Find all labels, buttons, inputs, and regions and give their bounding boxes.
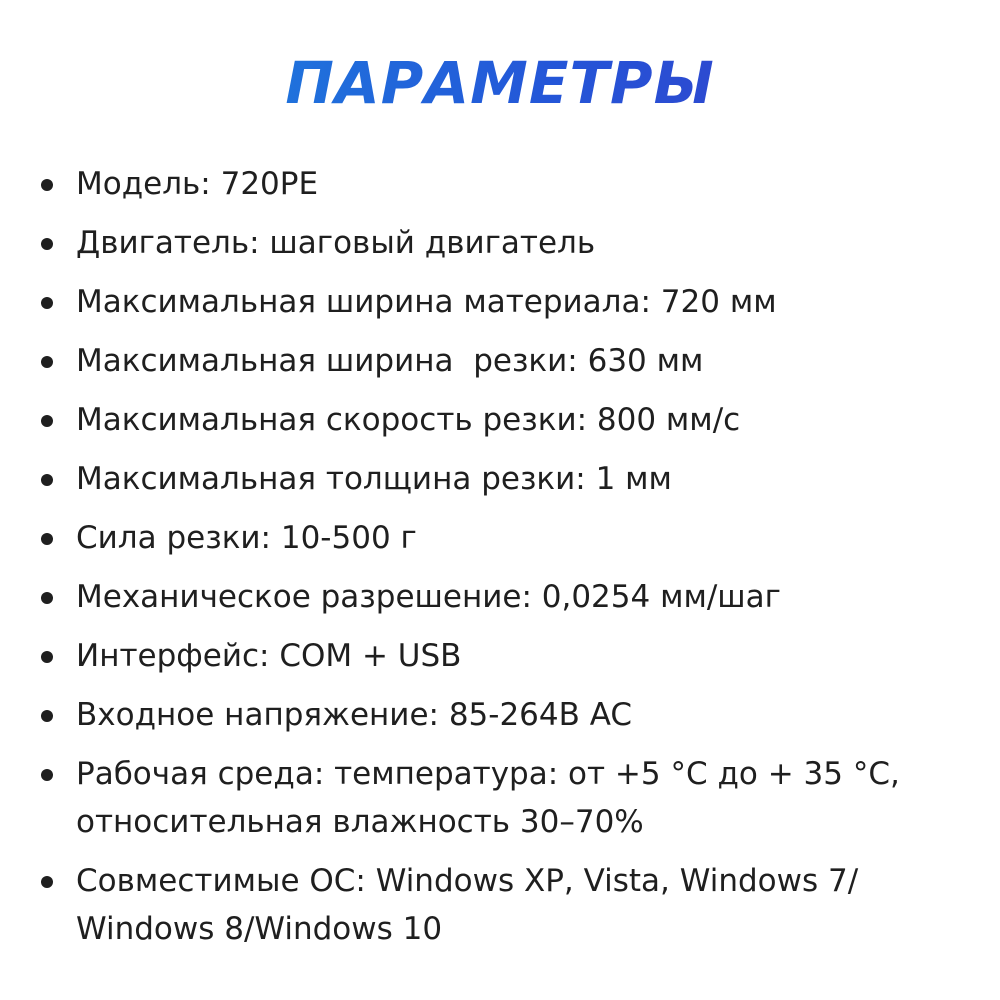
bullet-icon [41,876,53,888]
bullet-icon [41,592,53,604]
spec-item-cut-force [40,514,980,562]
spec-text: Сила резки: 10-500 г [76,520,417,556]
spec-item-max-material-width [40,278,980,326]
spec-item-max-cut-speed [40,396,980,444]
bullet-icon [41,238,53,250]
spec-item-max-cut-thickness [40,455,980,503]
spec-text: Максимальная ширина материала: 720 мм [76,284,777,320]
spec-item-max-cut-width [40,337,980,385]
spec-text: Модель: 720PE [76,166,319,202]
spec-text-continuation: относительная влажность 30–70% [76,804,644,840]
bullet-icon [41,651,53,663]
spec-text: Максимальная толщина резки: 1 мм [76,461,672,497]
bullet-icon [41,297,53,309]
spec-item-resolution [40,573,980,621]
spec-item-motor [40,219,980,267]
bullet-icon [41,415,53,427]
spec-text: Максимальная скорость резки: 800 мм/с [76,402,741,438]
spec-text: Механическое разрешение: 0,0254 мм/шаг [76,579,781,615]
page-title: ПАРАМЕТРЫ [0,48,1000,118]
bullet-icon [41,474,53,486]
spec-item-compatible-os [40,857,980,953]
spec-list [40,160,980,964]
bullet-icon [41,356,53,368]
spec-text: Максимальная ширина резки: 630 мм [76,343,704,379]
spec-text: Рабочая среда: температура: от +5 °C до + 35 °C, [76,756,900,792]
bullet-icon [41,769,53,781]
spec-item-input-voltage [40,691,980,739]
spec-item-environment [40,750,980,846]
bullet-icon [41,179,53,191]
bullet-icon [41,710,53,722]
spec-text: Двигатель: шаговый двигатель [76,225,596,261]
bullet-icon [41,533,53,545]
spec-text: Интерфейс: COM + USB [76,638,462,674]
spec-text: Входное напряжение: 85-264В AC [76,697,633,733]
spec-text: Совместимые ОС: Windows XP, Vista, Windows 7/ [76,863,859,899]
spec-item-model [40,160,980,208]
spec-text-continuation: Windows 8/Windows 10 [76,911,443,947]
spec-item-interface [40,632,980,680]
